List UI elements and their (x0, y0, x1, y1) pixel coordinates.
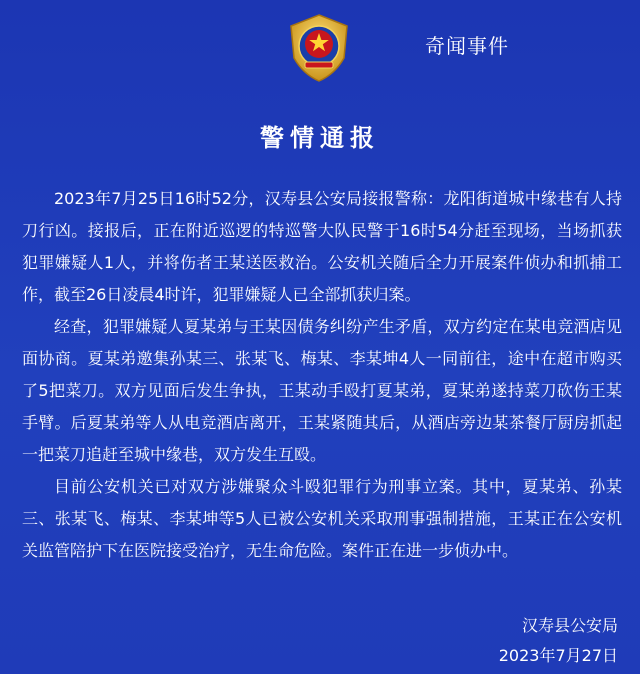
notice-paragraph: 经查，犯罪嫌疑人夏某弟与王某因债务纠纷产生矛盾，双方约定在某电竞酒店见面协商。夏某弟邀集孙某三、张某飞、梅某、李某坤4人一同前往，途中在超市购买了5把菜刀。双方见面后发生争执，王某动手殴打夏某弟，夏某弟遂持菜刀砍伤王某手臂。后夏某弟等人从电竞酒店离开，王某紧随其后，从酒店旁边某茶餐厅厨房抓起一把菜刀追赶至城中缘巷，双方发生互殴。 (22, 317, 622, 464)
notice-title: 警情通报 (260, 124, 380, 152)
notice-paragraph: 目前公安机关已对双方涉嫌聚众斗殴犯罪行为刑事立案。其中，夏某弟、孙某三、张某飞、梅某、李某坤等5人已被公安机关采取刑事强制措施，王某正在公安机关监管陪护下在医院接受治疗，无生命危险。案件正在进一步侦办中。 (22, 477, 622, 560)
issue-date: 2023年7月27日 (498, 646, 618, 665)
signature-block (499, 611, 618, 671)
notice-paragraph: 2023年7月25日16时52分，汉寿县公安局接报警称：龙阳街道城中缘巷有人持刀行凶。接报后，正在附近巡逻的特巡警大队民警于16时54分赶至现场，当场抓获犯罪嫌疑人1人，并将伤者王某送医救治。公安机关随后全力开展案件侦办和抓捕工作，截至26日凌晨4时许，犯罪嫌疑人已全部抓获归案。 (22, 189, 622, 304)
account-name: 奇闻事件 (425, 34, 509, 58)
notice-body (22, 183, 622, 567)
police-emblem-icon (283, 12, 355, 84)
issuer-name: 汉寿县公安局 (521, 616, 618, 635)
